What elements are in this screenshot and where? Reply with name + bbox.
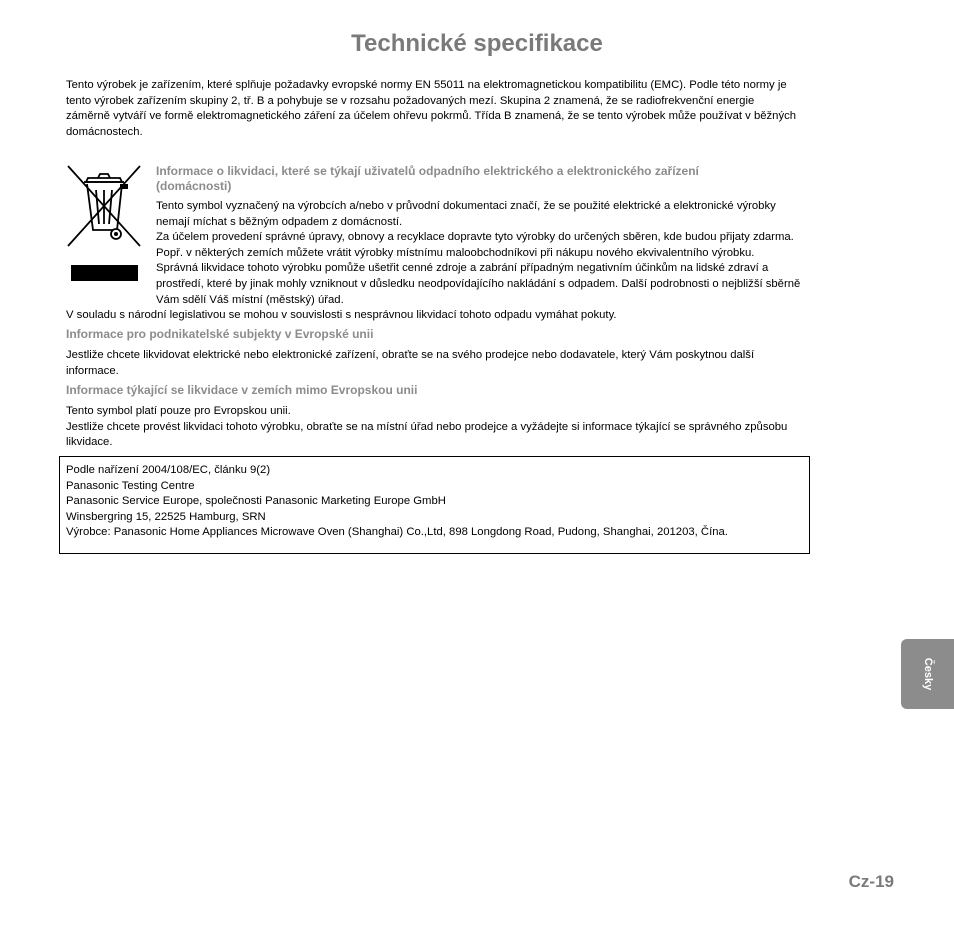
text-line: likvidace. [66, 436, 113, 449]
manufacturer-line: Výrobce: Panasonic Home Appliances Microwave Oven (Shanghai) Co.,Ltd, 898 Longdong Road, Pudong, Shanghai, 201203, Čína. [66, 526, 728, 539]
separate-collection-bar [71, 265, 138, 281]
text-line: tento výrobek zařízením skupiny 2, tř. B a pohybuje se v rozsahu požadovaných mezí. Skupina 2 znamená, že se radiofrekvenční energie [66, 94, 755, 107]
heading-line: (domácnosti) [156, 179, 232, 193]
text-line: Jestliže chcete provést likvidaci tohoto výrobku, obraťte se na místní úřad nebo prodejce a vyžádejte si informace týkající se správného způsobu [66, 420, 788, 433]
text-line: Tento symbol platí pouze pro Evropskou unii. [66, 405, 291, 417]
text-line: Správná likvidace tohoto výrobku pomůže ušetřit cenné zdroje a zabrání případným negativním účinkům na lidské zdraví a [156, 262, 769, 275]
page-title: Technické specifikace [351, 30, 603, 57]
text-line: Tento výrobek je zařízením, které splňuje požadavky evropské normy EN 55011 na elektromagnetickou kompatibilitu (EMC). Podle této normy je [66, 79, 787, 91]
weee-heading [156, 164, 856, 194]
text-line: Tento symbol vyznačený na výrobcích a/nebo v průvodní dokumentaci značí, že se použité elektrické a elektronické výrobky [156, 200, 776, 212]
emc-intro-paragraph [66, 78, 888, 140]
text-line: domácnostech. [66, 125, 143, 138]
text-line: záměrně vytváří ve formě elektromagnetického záření za účelem ohřevu pokrmů. Třída B znamená, že se tento výrobek může používat v běžných [66, 110, 797, 123]
heading-line: Informace o likvidaci, které se týkají uživatelů odpadního elektrického a elektronického zařízení [156, 164, 699, 178]
text-line: nemají míchat s běžným odpadem z domácností. [156, 215, 403, 228]
crossed-out-wheelie-bin-icon [66, 164, 142, 250]
text-line: Vám sdělí Váš místní (městský) úřad. [156, 293, 344, 306]
text-line: informace. [66, 364, 119, 377]
language-tab-label: Česky [921, 657, 934, 691]
text-line: Za účelem provedení správné úpravy, obnovy a recyklace dopravte tyto výrobky do určených sběren, kde budou přijaty zdarma. [156, 231, 794, 244]
testing-centre-line: Panasonic Testing Centre [66, 479, 195, 492]
business-eu-heading: Informace pro podnikatelské subjekty v Evropské unii [66, 327, 374, 341]
manufacturer-info-box [59, 456, 810, 554]
text-line: prostředí, které by jinak mohly vzniknout v důsledku neodpovídajícího nakládání s odpadem. Další podrobnosti o nejbližší sběrně [156, 277, 801, 290]
page-number: Cz-19 [848, 872, 894, 891]
outside-eu-paragraph [66, 404, 886, 451]
national-legislation-text: V souladu s národní legislativou se mohou v souvislosti s nesprávnou likvidací tohoto odpadu vymáhat pokuty. [66, 309, 617, 321]
outside-eu-heading: Informace týkající se likvidace v zemích mimo Evropskou unii [66, 383, 418, 397]
regulation-line: Podle nařízení 2004/108/EC, článku 9(2) [66, 464, 271, 476]
weee-paragraph [156, 199, 886, 308]
text-line: Jestliže chcete likvidovat elektrické nebo elektronické zařízení, obraťte se na svého prodejce nebo dodavatele, který Vám poskytnou další [66, 349, 755, 361]
business-eu-paragraph [66, 348, 876, 379]
service-europe-line: Panasonic Service Europe, společnosti Panasonic Marketing Europe GmbH [66, 495, 446, 508]
text-line: Popř. v některých zemích můžete vrátit výrobky místnímu maloobchodníkovi při nákupu nového ekvivalentního výrobku. [156, 246, 755, 259]
language-tab [901, 639, 954, 709]
address-line: Winsbergring 15, 22525 Hamburg, SRN [66, 510, 266, 523]
